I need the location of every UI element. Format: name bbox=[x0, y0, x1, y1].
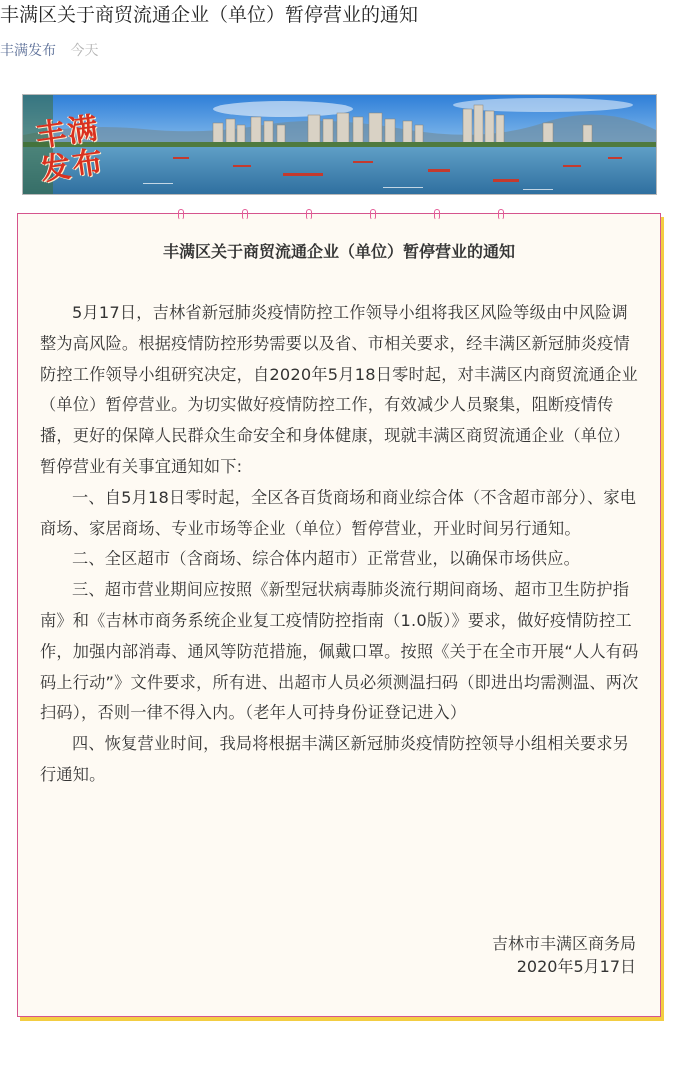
document-body bbox=[40, 298, 640, 791]
banner-logo: 丰满 发布 bbox=[33, 110, 107, 189]
binder-ring-icon bbox=[242, 209, 248, 220]
signature-org: 吉林市丰满区商务局 bbox=[491, 934, 636, 953]
binder-ring-icon bbox=[306, 209, 312, 220]
publish-date: 今天 bbox=[70, 43, 99, 59]
binder-ring-icon bbox=[434, 209, 440, 220]
paragraph-item-1: 一、自5月18日零时起，全区各百货商场和商业综合体（不含超市部分）、家电商场、家居商场、专业市场等企业（单位）暂停营业，开业时间另行通知。 bbox=[40, 487, 637, 538]
paragraph-item-2: 二、全区超市（含商场、综合体内超市）正常营业，以确保市场供应。 bbox=[72, 549, 581, 569]
article-title: 丰满区关于商贸流通企业（单位）暂停营业的通知 bbox=[0, 4, 419, 26]
paragraph-item-4: 四、恢复营业时间，我局将根据丰满区新冠肺炎疫情防控领导小组相关要求另行通知。 bbox=[40, 734, 630, 784]
author-link[interactable]: 丰满发布 bbox=[0, 43, 56, 59]
binder-rings bbox=[178, 209, 538, 223]
paragraph-item-3: 三、超市营业期间应按照《新型冠状病毒肺炎流行期间商场、超市卫生防护指南》和《吉林市商务系统企业复工疫情防控指南（1.0版）》要求，做好疫情防控工作，加强内部消毒、通风等防范措施，佩戴口罩。按照《关于在全市开展“人人有码码上行动”》文件要求，所有进、出超市人员必须测温扫码（即进出均需测温、两次扫码），否则一律不得入内。（老年人可持身份证登记进入） bbox=[40, 580, 639, 723]
paragraph-intro: 5月17日，吉林省新冠肺炎疫情防控工作领导小组将我区风险等级由中风险调整为高风险。根据疫情防控形势需要以及省、市相关要求，经丰满区新冠肺炎疫情防控工作领导小组研究决定，自2020年5月18日零时起，对丰满区内商贸流通企业（单位）暂停营业。为切实做好疫情防控工作，有效减少人员聚集，阻断疫情传播，更好的保障人民群众生命安全和身体健康，现就丰满区商贸流通企业（单位）暂停营业有关事宜通知如下: bbox=[40, 303, 638, 476]
signature-date: 2020年5月17日 bbox=[516, 957, 636, 976]
article-meta bbox=[0, 42, 98, 60]
binder-ring-icon bbox=[498, 209, 504, 220]
signature-block bbox=[492, 932, 636, 978]
binder-ring-icon bbox=[370, 209, 376, 220]
banner-image bbox=[22, 94, 657, 195]
document-title: 丰满区关于商贸流通企业（单位）暂停营业的通知 bbox=[162, 242, 515, 261]
binder-ring-icon bbox=[178, 209, 184, 220]
notice-card bbox=[17, 213, 661, 1017]
